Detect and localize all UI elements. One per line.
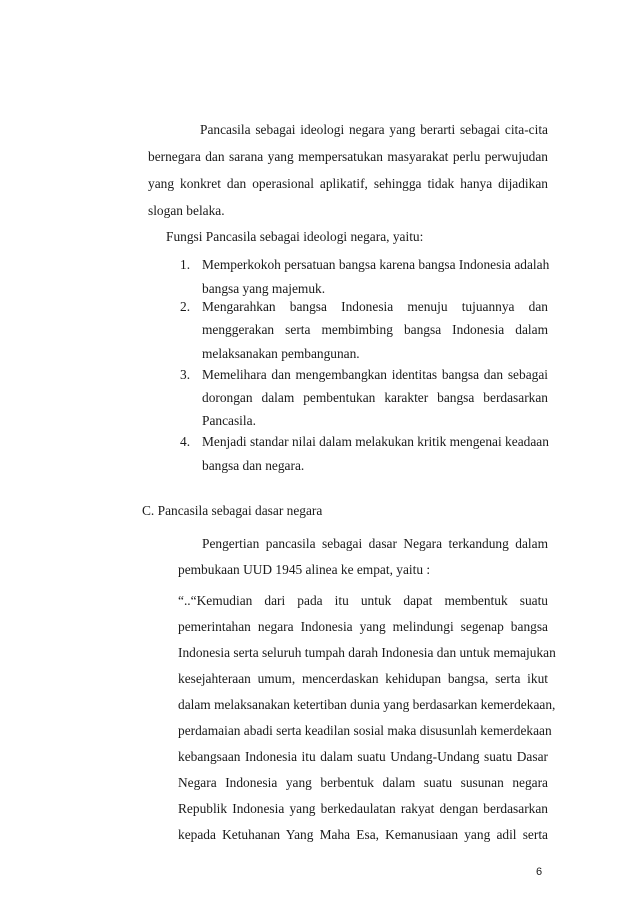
quote-line-5: dalam melaksanakan ketertiban dunia yang berdasarkan kemerdekaan, (178, 697, 556, 712)
fungsi-item-2-line-1: Mengarahkan bangsa Indonesia menuju tujuannya dan (202, 299, 548, 314)
fungsi-item-2-line-3: melaksanakan pembangunan. (202, 346, 360, 361)
section-c-heading: C. Pancasila sebagai dasar negara (142, 503, 323, 518)
intro-line-2: bernegara dan sarana yang mempersatukan masyarakat perlu perwujudan (148, 149, 548, 164)
section-c-para-line-2: pembukaan UUD 1945 alinea ke empat, yaitu : (178, 562, 431, 577)
fungsi-item-4-line-1: Menjadi standar nilai dalam melakukan kritik mengenai keadaan (202, 434, 549, 449)
page-number: 6 (536, 866, 543, 878)
quote-line-1: “..“Kemudian dari pada itu untuk dapat membentuk suatu (178, 593, 548, 608)
intro-line-4: slogan belaka. (148, 203, 225, 218)
quote-line-6: perdamaian abadi serta keadilan sosial maka disusunlah kemerdekaan (178, 723, 552, 738)
quote-line-9: Republik Indonesia yang berkedaulatan rakyat dengan berdasarkan (178, 801, 548, 816)
fungsi-item-4-line-2: bangsa dan negara. (202, 458, 305, 473)
quote-line-3: Indonesia serta seluruh tumpah darah Indonesia dan untuk memajukan (178, 645, 556, 660)
fungsi-item-2-number: 2. (180, 299, 191, 314)
fungsi-item-1-number: 1. (180, 257, 191, 272)
quote-line-10: kepada Ketuhanan Yang Maha Esa, Kemanusiaan yang adil serta (178, 827, 548, 842)
section-c-para-line-1: Pengertian pancasila sebagai dasar Negara terkandung dalam (202, 536, 548, 551)
fungsi-item-3-line-3: Pancasila. (202, 413, 256, 428)
fungsi-item-4-number: 4. (180, 434, 191, 449)
fungsi-item-1-line-2: bangsa yang majemuk. (202, 281, 326, 296)
intro-line-3: yang konkret dan operasional aplikatif, sehingga tidak hanya dijadikan (148, 176, 548, 191)
fungsi-item-3-line-2: dorongan dalam pembentukan karakter bangsa berdasarkan (202, 390, 548, 405)
fungsi-item-3-number: 3. (180, 367, 191, 382)
fungsi-item-3-line-1: Memelihara dan mengembangkan identitas bangsa dan sebagai (202, 367, 548, 382)
intro-line-1: Pancasila sebagai ideologi negara yang berarti sebagai cita-cita (200, 122, 548, 137)
fungsi-item-2-line-2: menggerakan serta membimbing bangsa Indonesia dalam (202, 322, 548, 337)
quote-line-4: kesejahteraan umum, mencerdaskan kehidupan bangsa, serta ikut (178, 671, 548, 686)
quote-line-7: kebangsaan Indonesia itu dalam suatu Undang-Undang suatu Dasar (178, 749, 548, 764)
fungsi-heading: Fungsi Pancasila sebagai ideologi negara, yaitu: (166, 229, 424, 244)
fungsi-item-1-line-1: Memperkokoh persatuan bangsa karena bangsa Indonesia adalah (202, 257, 550, 272)
quote-line-8: Negara Indonesia yang berbentuk dalam suatu susunan negara (178, 775, 548, 790)
quote-line-2: pemerintahan negara Indonesia yang melindungi segenap bangsa (178, 619, 548, 634)
